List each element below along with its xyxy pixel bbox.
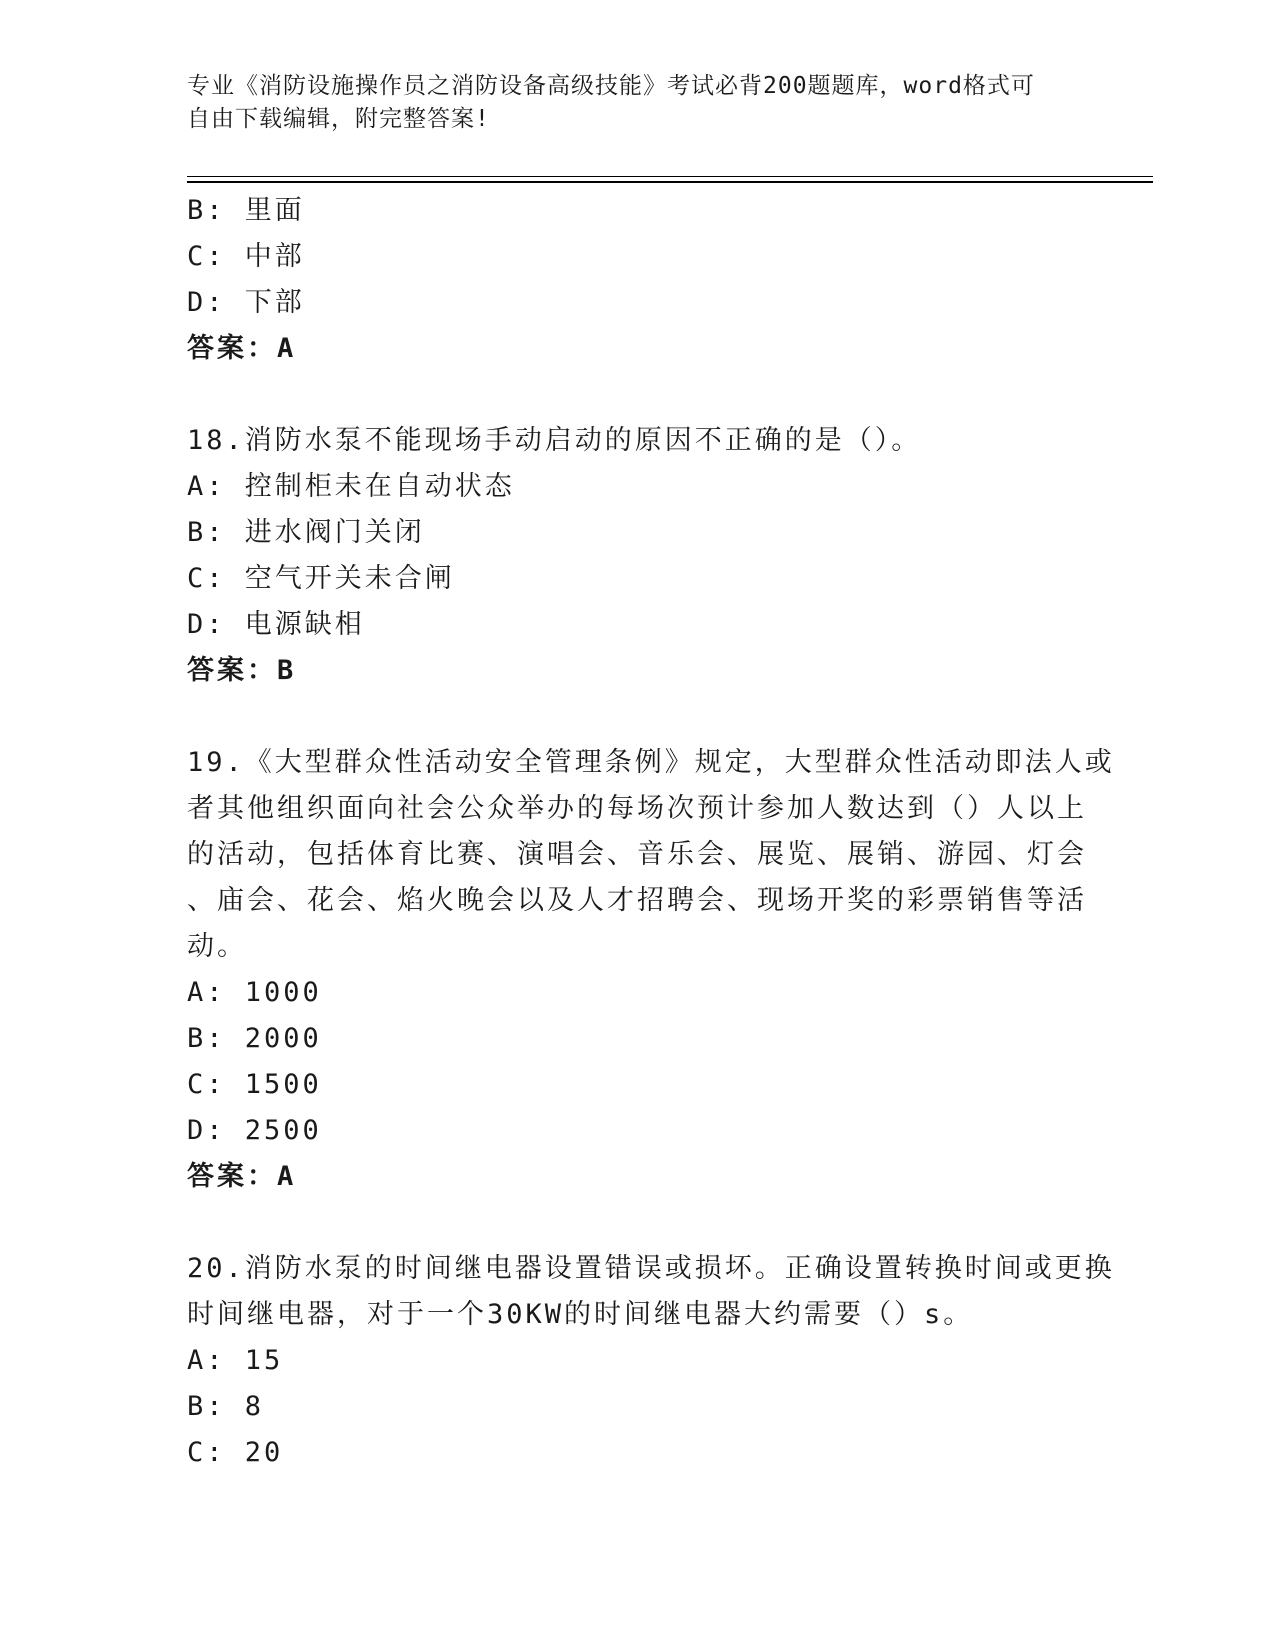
header-line-2: 自由下载编辑，附完整答案! [187, 106, 490, 132]
spacer [187, 372, 1087, 418]
question-text-line-5: 动。 [187, 931, 247, 962]
option-b: B: 里面 [187, 195, 305, 226]
option-a: A: 15 [187, 1345, 284, 1376]
question-text-line-1: 19.《大型群众性活动安全管理条例》规定，大型群众性活动即法人或 [187, 747, 1115, 778]
question-text-line-2: 时间继电器，对于一个30KW的时间继电器大约需要（）s。 [187, 1299, 974, 1330]
option-c: C: 20 [187, 1437, 284, 1468]
question-text-line-4: 、庙会、花会、焰火晚会以及人才招聘会、现场开奖的彩票销售等活 [187, 885, 1087, 916]
option-b: B: 2000 [187, 1023, 322, 1054]
answer: 答案：B [187, 655, 297, 686]
spacer [187, 1200, 1087, 1246]
question-text-line-1: 20.消防水泵的时间继电器设置错误或损坏。正确设置转换时间或更换 [187, 1253, 1115, 1284]
option-c: C: 1500 [187, 1069, 322, 1100]
header-line-1: 专业《消防设施操作员之消防设备高级技能》考试必背200题题库，word格式可 [187, 73, 1035, 99]
option-c: C: 中部 [187, 241, 305, 272]
question-text-line-3: 的活动，包括体育比赛、演唱会、音乐会、展览、展销、游园、灯会 [187, 839, 1087, 870]
question-list [187, 188, 1115, 1476]
spacer [187, 694, 1087, 740]
answer: 答案：A [187, 333, 297, 364]
option-d: D: 2500 [187, 1115, 322, 1146]
document-header [187, 70, 1067, 136]
question-17-tail [187, 188, 1087, 372]
header-divider-thick [187, 181, 1153, 183]
question-19 [187, 740, 1115, 1200]
question-18 [187, 418, 1087, 694]
answer: 答案：A [187, 1161, 297, 1192]
question-text-line-2: 者其他组织面向社会公众举办的每场次预计参加人数达到（）人以上 [187, 793, 1087, 824]
option-d: D: 电源缺相 [187, 609, 365, 640]
option-a: A: 1000 [187, 977, 322, 1008]
option-b: B: 8 [187, 1391, 265, 1422]
option-b: B: 进水阀门关闭 [187, 517, 425, 548]
option-d: D: 下部 [187, 287, 305, 318]
question-20 [187, 1246, 1115, 1476]
header-divider-thin [187, 176, 1153, 177]
option-c: C: 空气开关未合闸 [187, 563, 455, 594]
question-text: 18.消防水泵不能现场手动启动的原因不正确的是（）。 [187, 425, 922, 456]
option-a: A: 控制柜未在自动状态 [187, 471, 515, 502]
